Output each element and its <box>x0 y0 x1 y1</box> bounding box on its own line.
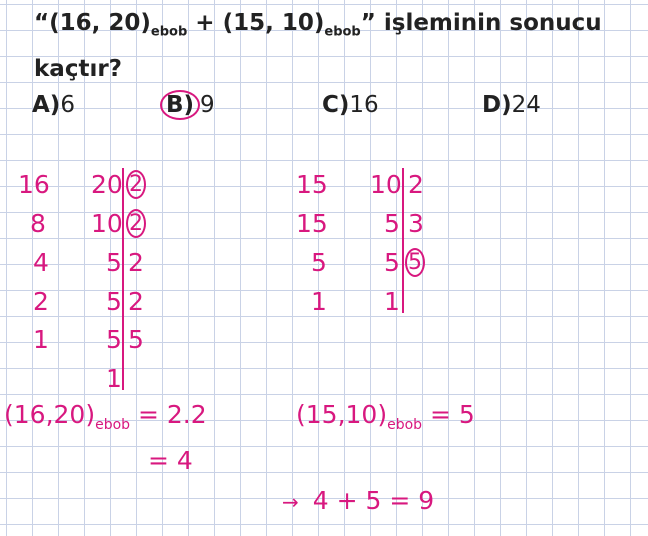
right-row-divisor-circled: 5 <box>405 248 425 277</box>
left-row-a: 2 <box>33 287 49 316</box>
left-row-a: 1 <box>33 325 49 354</box>
right-division-line <box>402 168 404 313</box>
ebob-subscript: ebob <box>324 24 361 40</box>
option-a[interactable]: A)6 <box>32 92 75 118</box>
right-row-b: 5 <box>384 209 400 238</box>
option-d[interactable]: D)24 <box>482 92 541 118</box>
right-row-a: 1 <box>311 287 327 316</box>
question-line-2: kaçtır? <box>34 56 123 82</box>
left-row-divisor-circled: 2 <box>126 170 146 199</box>
left-result-line-1: $(16,20)_{ebob} = 2.2$ <box>4 400 207 433</box>
right-row-b: 10 <box>370 170 402 199</box>
left-row-a: 8 <box>30 209 46 238</box>
left-row-divisor-circled: 2 <box>126 209 146 238</box>
right-row-divisor: 2 <box>408 170 424 199</box>
arrow-icon: → <box>282 490 299 514</box>
left-division-line <box>122 168 124 390</box>
right-result: $(15,10)_{ebob} = 5$ <box>296 400 475 433</box>
final-answer: → 4 + 5 = 9 <box>282 486 435 515</box>
left-row-b: 1 <box>106 364 122 393</box>
left-row-b: 20 <box>91 170 123 199</box>
ebob-subscript: ebob <box>150 24 188 40</box>
left-row-a: 4 <box>33 248 49 277</box>
right-row-a: 5 <box>311 248 327 277</box>
right-row-b: 5 <box>384 248 400 277</box>
option-b[interactable]: B) 9 <box>160 92 215 118</box>
left-row-divisor: 2 <box>128 287 144 316</box>
left-row-b: 5 <box>106 248 122 277</box>
left-row-b: 5 <box>106 287 122 316</box>
left-row-a: 16 <box>18 170 50 199</box>
ebob-subscript: ebob <box>387 417 423 433</box>
question-expr-1: (16, 20) <box>49 10 151 36</box>
left-row-b: 10 <box>91 209 123 238</box>
right-row-a: 15 <box>296 170 328 199</box>
option-c[interactable]: C)16 <box>322 92 379 118</box>
ebob-subscript: ebob <box>95 417 131 433</box>
left-row-b: 5 <box>106 325 122 354</box>
left-result-line-2: = 4 <box>148 446 193 475</box>
left-row-divisor: 2 <box>128 248 144 277</box>
question-expr-2: (15, 10) <box>222 10 325 36</box>
right-row-a: 15 <box>296 209 328 238</box>
question-line-1: “(16, $20)_{ebob} + (15$, $10)_{ebob}$” işleminin sonucu <box>34 10 602 40</box>
option-b-circled-letter: B) <box>160 90 200 120</box>
right-row-b: 1 <box>384 287 400 316</box>
right-row-divisor: 3 <box>408 209 424 238</box>
left-row-divisor: 5 <box>128 325 144 354</box>
